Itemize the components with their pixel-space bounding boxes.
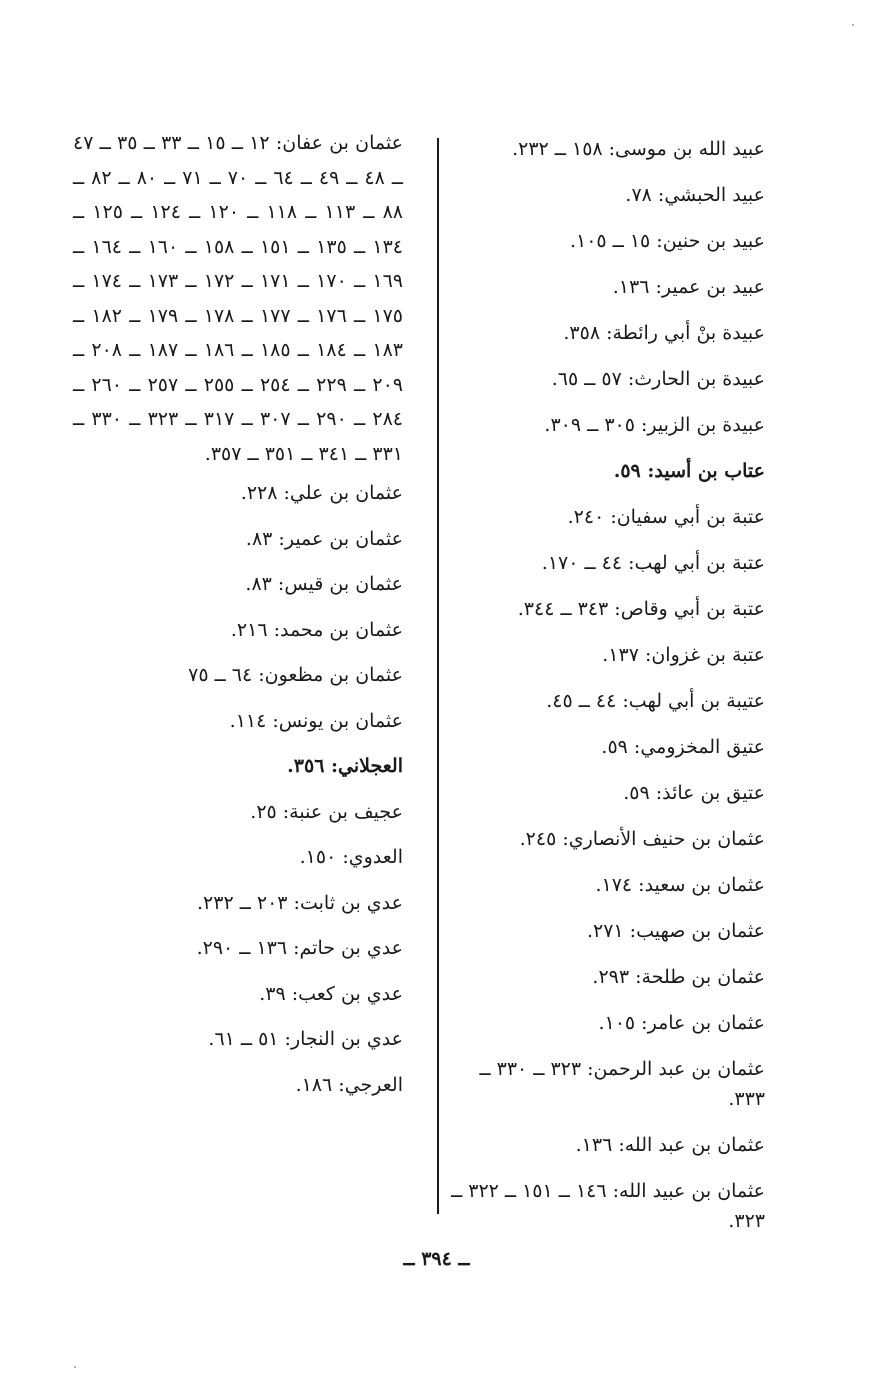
index-column-right (445, 126, 765, 1244)
index-entry: عثمان بن محمد: ٢١٦. (230, 618, 403, 641)
index-entry: عبيدة بن الزبير: ٣٠٥ ــ ٣٠٩. (544, 414, 765, 436)
index-entry: عتيبة بن أبي لهب: ٤٤ ــ ٤٥. (546, 690, 765, 712)
page-number: ــ ٣٩٤ ــ (403, 1248, 470, 1270)
index-entry: عثمان بن عبيد الله: ١٤٦ ــ ١٥١ ــ ٣٢٢ ــ ٣٢٣. (451, 1180, 765, 1232)
column-divider (437, 138, 439, 1214)
index-entry: عثمان بن عمير: ٨٣. (245, 527, 403, 550)
index-entry: عدي بن النجار: ٥١ ــ ٦١. (208, 1028, 403, 1050)
index-entry: عبيدة بن الحارث: ٥٧ ــ ٦٥. (551, 368, 765, 390)
index-entry: عبيد بن عمير: ١٣٦. (612, 276, 765, 298)
index-entry: عتبة بن أبي سفيان: ٢٤٠. (567, 506, 765, 528)
index-entry: عتيق بن عائذ: ٥٩. (623, 782, 765, 804)
index-entry: عبيدة بنْ أبي رائطة: ٣٥٨. (563, 322, 765, 344)
index-entry: عدي بن كعب: ٣٩. (259, 982, 403, 1005)
index-entry: العرجي: ١٨٦. (295, 1073, 403, 1096)
index-entry: عثمان بن عبد الرحمن: ٣٢٣ ــ ٣٣٠ ــ ٣٣٣. (479, 1058, 765, 1110)
index-entry: العجلاني: ٣٥٦. (287, 755, 403, 777)
index-entry: عجيف بن عنبة: ٢٥. (250, 800, 403, 823)
index-entry: عثمان بن علي: ٢٢٨. (240, 482, 403, 504)
index-entry: عتبة بن غزوان: ١٣٧. (602, 644, 765, 666)
index-entry: عدي بن حاتم: ١٣٦ ــ ٢٩٠. (196, 937, 403, 959)
scan-speck (852, 24, 854, 26)
index-entry: عتبة بن أبي لهب: ٤٤ ــ ١٧٠. (541, 552, 765, 574)
index-entry: عثمان بن مظعون: ٦٤ ــ ٧٥ (188, 664, 403, 686)
scan-speck (74, 1366, 76, 1368)
index-entry: عثمان بن يونس: ١١٤. (229, 709, 403, 732)
index-entry: عبيد الحبشي: ٧٨. (625, 184, 765, 206)
index-entry: عبيد الله بن موسى: ١٥٨ ــ ٢٣٢. (512, 138, 765, 160)
index-entry: عدي بن ثابت: ٢٠٣ ــ ٢٣٢. (197, 891, 403, 914)
index-entry: عتبة بن أبي وقاص: ٣٤٣ ــ ٣٤٤. (517, 598, 765, 620)
index-entry: عثمان بن عبد الله: ١٣٦. (575, 1134, 765, 1156)
index-entry: عثمان بن سعيد: ١٧٤. (595, 874, 765, 896)
index-entry: عتيق المخزومي: ٥٩. (601, 736, 765, 758)
index-column-left (73, 126, 403, 1108)
index-entry: عثمان بن عفان: ١٢ ــ ١٥ ــ ٣٣ ــ ٣٥ ــ ٤٧ ــ ٤٨ ــ ٤٩ ــ ٦٤ ــ ٧٠ ــ ٧١ ــ ٨٠ ــ ٨٢ ــ ٨٨ ــ ١١٣ ــ ١١٨ ــ ١٢٠ ــ ١٢٤ ــ ١٢٥ ــ ١٣٤ ــ ١٣٥ ــ ١٥١ ــ ١٥٨ ــ ١٦٠ ــ ١٦٤ ــ ١٦٩ ــ ١٧٠ ــ ١٧١ ــ ١٧٢ ــ ١٧٣ ــ ١٧٤ ــ ١٧٥ ــ ١٧٦ ــ ١٧٧ ــ ١٧٨ ــ ١٧٩ ــ ١٨٢ ــ ١٨٣ ــ ١٨٤ ــ ١٨٥ ــ ١٨٦ ــ ١٨٧ ــ ٢٠٨ ــ ٢٠٩ ــ ٢٢٩ ــ ٢٥٤ ــ ٢٥٥ ــ ٢٥٧ ــ ٢٦٠ ــ ٢٨٤ ــ ٢٩٠ ــ ٣٠٧ ــ ٣١٧ ــ ٣٢٣ ــ ٣٣٠ ــ ٣٣١ ــ ٣٤١ ــ ٣٥١ ــ ٣٥٧. (73, 132, 404, 465)
index-entry: عتاب بن أسيد: ٥٩. (613, 460, 765, 482)
index-entry: عثمان بن قيس: ٨٣. (245, 573, 403, 595)
index-entry: عبيد بن حنين: ١٥ ــ ١٠٥. (569, 230, 765, 252)
index-entry: عثمان بن حنيف الأنصاري: ٢٤٥. (519, 828, 765, 850)
index-entry: عثمان بن صهيب: ٢٧١. (586, 920, 765, 942)
index-entry: عثمان بن طلحة: ٢٩٣. (592, 966, 765, 988)
index-entry: عثمان بن عامر: ١٠٥. (598, 1012, 765, 1034)
index-entry: العدوي: ١٥٠. (299, 846, 403, 868)
